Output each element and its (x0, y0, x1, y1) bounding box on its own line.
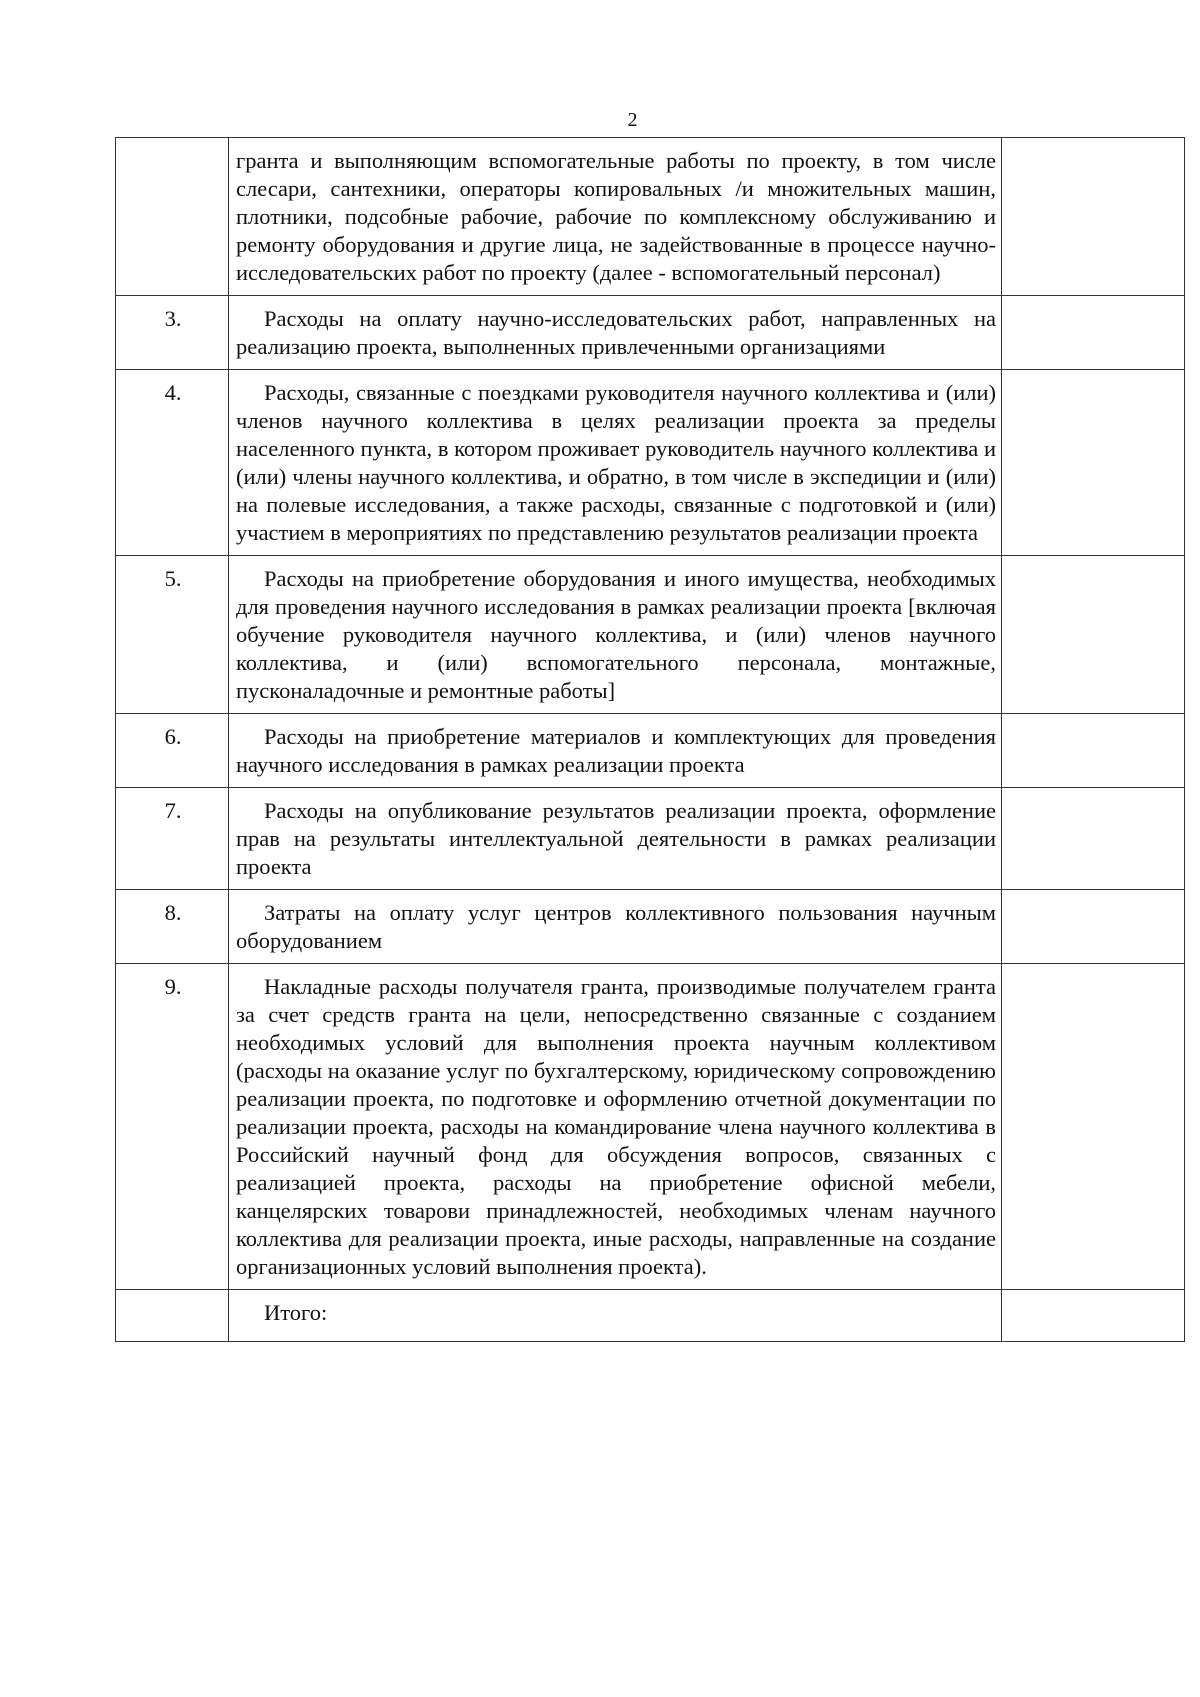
row-number (116, 138, 229, 296)
budget-table (115, 137, 1185, 1342)
row-amount (1002, 138, 1185, 296)
table-row (116, 788, 1185, 890)
total-row (116, 1290, 1185, 1342)
row-description: Накладные расходы получателя гранта, производимые получателем гранта за счет средств гранта на цели, непосредственно связанные с созданием необходимых условий для выполнения проекта научным коллективом (расходы на оказание услуг по бухгалтерскому, юридическому сопровождению реализации проекта, по подготовке и оформлению отчетной документации по реализации проекта, расходы на командирование члена научного коллектива в Российский научный фонд для обсуждения вопросов, связанных с реализацией проекта, расходы на приобретение офисной мебели, канцелярских товарови принадлежностей, необходимых членам научного коллектива для реализации проекта, иные расходы, направленные на создание организационных условий выполнения проекта). (229, 964, 1002, 1290)
row-number: 7. (116, 788, 229, 890)
row-description: Расходы на опубликование результатов реализации проекта, оформление прав на результаты интеллектуальной деятельности в рамках реализации проекта (229, 788, 1002, 890)
row-number: 3. (116, 296, 229, 370)
row-number: 6. (116, 714, 229, 788)
total-label: Итого: (229, 1290, 1002, 1342)
page-number: 2 (627, 109, 638, 131)
row-number: 8. (116, 890, 229, 964)
row-amount (1002, 296, 1185, 370)
row-number: 4. (116, 370, 229, 556)
row-description: Расходы, связанные с поездками руководителя научного коллектива и (или) членов научного коллектива в целях реализации проекта за пределы населенного пункта, в котором проживает руководитель научного коллектива и (или) члены научного коллектива, и обратно, в том числе в экспедиции и (или) на полевые исследования, а также расходы, связанные с подготовкой и (или) участием в мероприятиях по представлению результатов реализации проекта (229, 370, 1002, 556)
table-row (116, 370, 1185, 556)
row-amount (1002, 964, 1185, 1290)
total-number-cell (116, 1290, 229, 1342)
total-amount (1002, 1290, 1185, 1342)
row-amount (1002, 788, 1185, 890)
row-amount (1002, 556, 1185, 714)
row-description: Расходы на оплату научно-исследовательских работ, направленных на реализацию проекта, выполненных привлеченными организациями (229, 296, 1002, 370)
row-description: Расходы на приобретение материалов и комплектующих для проведения научного исследования в рамках реализации проекта (229, 714, 1002, 788)
row-amount (1002, 714, 1185, 788)
row-amount (1002, 890, 1185, 964)
row-description: гранта и выполняющим вспомогательные работы по проекту, в том числе слесари, сантехники, операторы копировальных /и множительных машин, плотники, подсобные рабочие, рабочие по комплексному обслуживанию и ремонту оборудования и другие лица, не задействованные в процессе научно-исследовательских работ по проекту (далее - вспомогательный персонал) (229, 138, 1002, 296)
table-row (116, 714, 1185, 788)
table-row (116, 964, 1185, 1290)
row-number: 5. (116, 556, 229, 714)
row-number: 9. (116, 964, 229, 1290)
row-description: Расходы на приобретение оборудования и иного имущества, необходимых для проведения научного исследования в рамках реализации проекта [включая обучение руководителя научного коллектива, и (или) членов научного коллектива, и (или) вспомогательного персонала, монтажные, пусконаладочные и ремонтные работы] (229, 556, 1002, 714)
table-row (116, 890, 1185, 964)
table-row (116, 556, 1185, 714)
table-row (116, 296, 1185, 370)
row-description: Затраты на оплату услуг центров коллективного пользования научным оборудованием (229, 890, 1002, 964)
row-amount (1002, 370, 1185, 556)
table-row (116, 138, 1185, 296)
